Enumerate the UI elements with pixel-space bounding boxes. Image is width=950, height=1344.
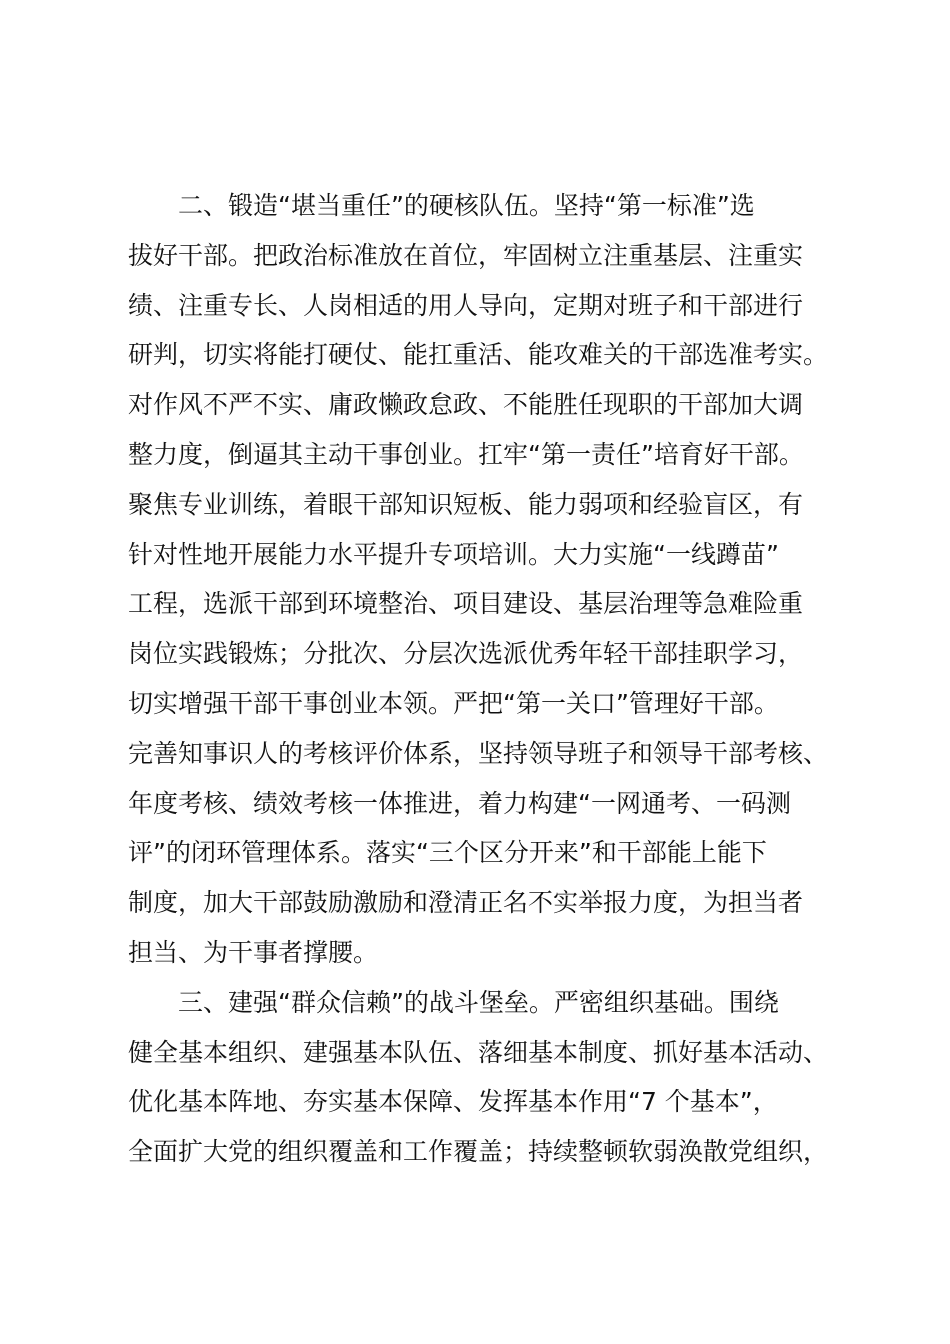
paragraph-line: 制度，加大干部鼓励激励和澄清正名不实举报力度，为担当者	[128, 888, 804, 918]
paragraph-line: 聚焦专业训练，着眼干部知识短板、能力弱项和经验盲区，有	[128, 489, 804, 519]
paragraph-line: 优化基本阵地、夯实基本保障、发挥基本作用“7 个基本”，	[128, 1087, 778, 1117]
paragraph-line: 工程，选派干部到环境整治、项目建设、基层治理等急难险重	[128, 589, 804, 619]
document-body	[128, 181, 836, 1177]
paragraph-line: 对作风不严不实、庸政懒政怠政、不能胜任现职的干部加大调	[128, 390, 804, 420]
paragraph-line: 健全基本组织、建强基本队伍、落细基本制度、抓好基本活动、	[128, 1037, 829, 1067]
paragraph-line: 针对性地开展能力水平提升专项培训。大力实施“一线蹲苗”	[128, 539, 779, 569]
paragraph-line: 评”的闭环管理体系。落实“三个区分开来”和干部能上能下	[128, 838, 767, 868]
paragraph-section-three	[128, 978, 836, 1177]
paragraph-line: 研判，切实将能打硬仗、能扛重活、能攻难关的干部选准考实。	[128, 340, 829, 370]
paragraph-line: 二、锻造“堪当重任”的硬核队伍。坚持“第一标准”选	[178, 191, 755, 220]
paragraph-line: 年度考核、绩效考核一体推进，着力构建“一网通考、一码测	[128, 788, 791, 818]
paragraph-line: 三、建强“群众信赖”的战斗堡垒。严密组织基础。围绕	[178, 987, 779, 1017]
paragraph-section-two	[128, 181, 836, 978]
paragraph-line: 完善知事识人的考核评价体系，坚持领导班子和领导干部考核、	[128, 738, 829, 768]
paragraph-line: 拔好干部。把政治标准放在首位，牢固树立注重基层、注重实	[128, 240, 804, 270]
paragraph-line: 切实增强干部干事创业本领。严把“第一关口”管理好干部。	[128, 688, 779, 718]
paragraph-line: 岗位实践锻炼；分批次、分层次选派优秀年轻干部挂职学习，	[128, 639, 804, 669]
paragraph-line: 绩、注重专长、人岗相适的用人导向，定期对班子和干部进行	[128, 290, 804, 320]
paragraph-line: 全面扩大党的组织覆盖和工作覆盖；持续整顿软弱涣散党组织，	[128, 1137, 829, 1167]
paragraph-line: 整力度，倒逼其主动干事创业。扛牢“第一责任”培育好干部。	[128, 439, 804, 469]
paragraph-line: 担当、为干事者撑腰。	[128, 937, 379, 967]
